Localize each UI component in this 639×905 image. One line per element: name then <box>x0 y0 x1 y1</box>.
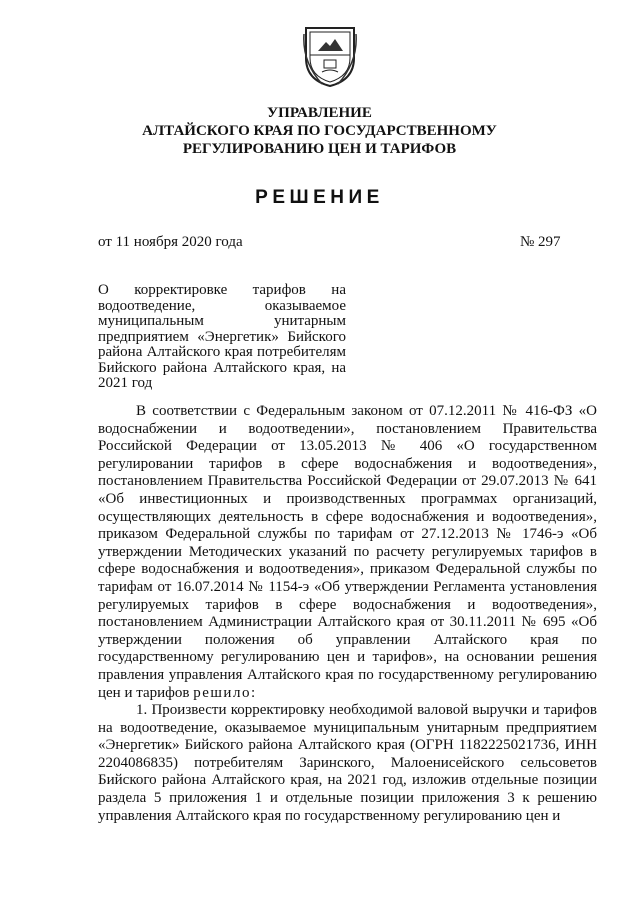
preamble-text: В соответствии с Федеральным законом от 07.12.2011 № 416-ФЗ «О водоснабжении и водоотведении», постановлением Правительства Российской Федерации от 13.05.2013 № 406 «О государственном регулировании тарифов в сфере водоснабжения и водоотведения», постановлением Правительства Российской Федерации от 29.07.2013 № 641 «Об инвестиционных и производственных программах организаций, осуществляющих деятельность в сфере водоснабжения и водоотведения», приказом Федеральной службы по тарифам от 27.12.2013 № 1746-э «Об утверждении Методических указаний по расчету регулируемых тарифов в сфере водоснабжения и водоотведения», приказом Федеральной службы по тарифам от 16.07.2014 № 1154-э «Об утверждении Регламента установления регулируемых тарифов в сфере водоснабжения и водоотведения», постановлением Администрации Алтайского края от 30.11.2011 № 695 «Об утверждении положения об управлении Алтайского края по государственному регулированию цен и тарифов», на основании решения правления управления Алтайского края по государственному регулированию цен и тарифов <box>98 403 597 701</box>
document-body <box>98 403 597 825</box>
organization-name <box>0 104 639 158</box>
org-line-3: РЕГУЛИРОВАНИЮ ЦЕН И ТАРИФОВ <box>182 141 457 157</box>
org-line-1: УПРАВЛЕНИЕ <box>267 105 372 121</box>
document-subject: О корректировке тарифов на водоотведение, оказываемое муниципальным унитарным предприятием «Энергетик» Бийского района Алтайского края потребителям Бийского района Алтайского края, на 2021 год <box>98 282 346 391</box>
item-1-paragraph: 1. Произвести корректировку необходимой валовой выручки и тарифов на водоотведение, оказываемое муниципальным унитарным предприятием «Энергетик» Бийского района Алтайского края (ОГРН 1182225021736, ИНН 2204086835) потребителям Заринского, Малоенисейского сельсоветов Бийского района Алтайского края, на 2021 год, изложив отдельные позиции раздела 5 приложения 1 и отдельные позиции приложения 3 к решению управления Алтайского края по государственному регулированию цен и <box>98 702 597 824</box>
org-line-2: АЛТАЙСКОГО КРАЯ ПО ГОСУДАРСТВЕННОМУ <box>142 123 497 139</box>
document-type-title: РЕШЕНИЕ <box>255 187 384 208</box>
document-number: № 297 <box>520 234 561 250</box>
preamble-paragraph <box>98 403 597 702</box>
decided-word: решило: <box>193 684 257 701</box>
coat-of-arms-icon <box>302 22 358 88</box>
document-date: от 11 ноября 2020 года <box>98 234 243 250</box>
